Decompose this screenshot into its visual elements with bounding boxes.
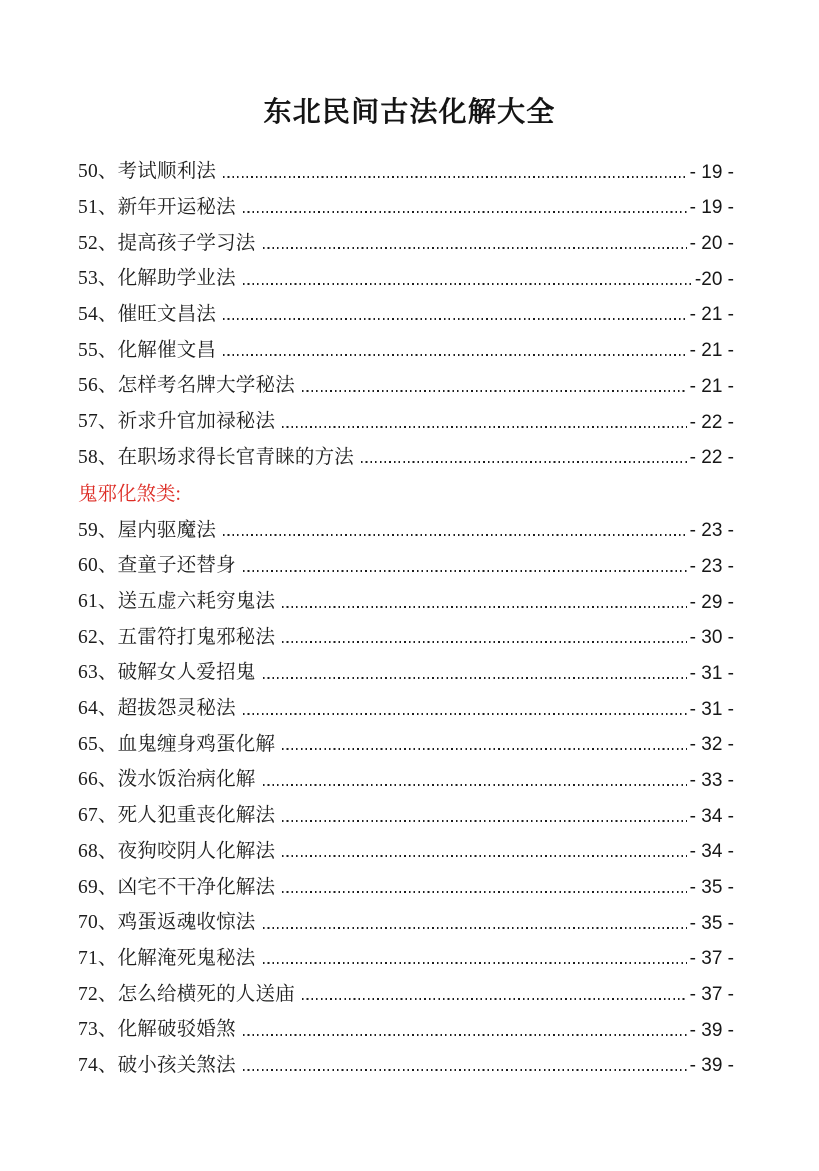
dotted-leader <box>223 534 687 536</box>
dotted-leader <box>282 820 686 822</box>
toc-entry-label: 56、怎样考名牌大学秘法 <box>78 375 295 397</box>
toc-entry-label: 71、化解淹死鬼秘法 <box>78 947 256 969</box>
toc-entry-label: 52、提高孩子学习法 <box>78 232 256 254</box>
toc-entry[interactable] <box>78 933 734 969</box>
dotted-leader <box>282 426 686 428</box>
toc-entry[interactable] <box>78 968 734 1004</box>
toc-entry-page-number: - 29 - <box>689 591 734 613</box>
dotted-leader <box>282 748 686 750</box>
dotted-leader <box>282 891 686 893</box>
dotted-leader <box>361 461 687 463</box>
dotted-leader <box>282 855 686 857</box>
document-title: 东北民间古法化解大全 <box>263 96 556 127</box>
toc-entry-label: 59、屋内驱魔法 <box>78 519 217 541</box>
toc-entry-label: 53、化解助学业法 <box>78 268 236 290</box>
toc-entry[interactable] <box>78 861 734 897</box>
toc-entry[interactable] <box>78 754 734 790</box>
toc-entry-page-number: - 19 - <box>689 161 734 183</box>
toc-entry[interactable] <box>78 540 734 576</box>
toc-entry-page-number: - 19 - <box>689 197 734 219</box>
toc-entry[interactable] <box>78 719 734 755</box>
toc-entry[interactable] <box>78 182 734 218</box>
dotted-leader <box>263 247 687 249</box>
toc-entry[interactable] <box>78 396 734 432</box>
toc-entry-label: 68、夜狗咬阴人化解法 <box>78 840 276 862</box>
toc-entry[interactable] <box>78 683 734 719</box>
dotted-leader <box>223 354 687 356</box>
toc-entry-page-number: - 39 - <box>689 1019 734 1041</box>
toc-entry-page-number: - 35 - <box>689 912 734 934</box>
toc-entry-page-number: - 21 - <box>689 375 734 397</box>
toc-entry-label: 63、破解女人爱招鬼 <box>78 662 256 684</box>
toc-entry-page-number: - 37 - <box>689 984 734 1006</box>
toc-entry-page-number: - 37 - <box>689 948 734 970</box>
dotted-leader <box>243 1069 687 1071</box>
toc-entry-page-number: - 21 - <box>689 340 734 362</box>
toc-entry-label: 60、查童子还替身 <box>78 555 236 577</box>
toc-entry-page-number: - 31 - <box>689 662 734 684</box>
toc-entry-label: 74、破小孩关煞法 <box>78 1054 236 1076</box>
toc-entry[interactable] <box>78 289 734 325</box>
toc-entry[interactable] <box>78 253 734 289</box>
dotted-leader <box>243 211 687 213</box>
toc-entry[interactable] <box>78 576 734 612</box>
toc-entry-page-number: - 34 - <box>689 841 734 863</box>
toc-entry[interactable] <box>78 612 734 648</box>
dotted-leader <box>302 998 687 1000</box>
dotted-leader <box>263 927 687 929</box>
dotted-leader <box>243 570 687 572</box>
toc-entry-label: 58、在职场求得长官青睐的方法 <box>78 446 355 468</box>
toc-entry[interactable] <box>78 897 734 933</box>
toc-entry-page-number: - 39 - <box>689 1055 734 1077</box>
toc-entry[interactable] <box>78 324 734 360</box>
toc-entry[interactable] <box>78 360 734 396</box>
toc-entry[interactable] <box>78 790 734 826</box>
toc-entry-page-number: - 22 - <box>689 447 734 469</box>
toc-entry-label: 73、化解破驳婚煞 <box>78 1019 236 1041</box>
toc-entry-label: 65、血鬼缠身鸡蛋化解 <box>78 733 276 755</box>
dotted-leader <box>243 283 692 285</box>
toc-entry-label: 70、鸡蛋返魂收惊法 <box>78 912 256 934</box>
toc-section-heading <box>78 467 734 504</box>
dotted-leader <box>223 318 687 320</box>
toc-entry[interactable] <box>78 217 734 253</box>
dotted-leader <box>263 677 687 679</box>
toc-entry-page-number: - 35 - <box>689 877 734 899</box>
toc-entry-page-number: - 23 - <box>689 555 734 577</box>
toc-entry-label: 50、考试顺利法 <box>78 161 217 183</box>
toc-entry-page-number: - 22 - <box>689 411 734 433</box>
toc-entry-label: 66、泼水饭治病化解 <box>78 769 256 791</box>
dotted-leader <box>243 1034 687 1036</box>
toc-entry-label: 51、新年开运秘法 <box>78 196 236 218</box>
dotted-leader <box>223 176 687 178</box>
toc-entry[interactable] <box>78 826 734 862</box>
dotted-leader <box>282 641 686 643</box>
toc-entry-label: 54、催旺文昌法 <box>78 303 217 325</box>
toc-entry-label: 62、五雷符打鬼邪秘法 <box>78 626 276 648</box>
toc-entry-page-number: - 31 - <box>689 698 734 720</box>
dotted-leader <box>243 713 687 715</box>
toc-entry-page-number: - 32 - <box>689 734 734 756</box>
dotted-leader <box>282 606 686 608</box>
dotted-leader <box>263 962 687 964</box>
toc-entry-page-number: -20 - <box>694 268 734 290</box>
toc-entry[interactable] <box>78 432 734 468</box>
toc-entry-page-number: - 30 - <box>689 627 734 649</box>
toc-entry[interactable] <box>78 1040 734 1076</box>
dotted-leader <box>302 390 687 392</box>
toc-entry-page-number: - 34 - <box>689 805 734 827</box>
toc-entry-label: 55、化解催文昌 <box>78 339 217 361</box>
dotted-leader <box>263 784 687 786</box>
toc-entry-label: 67、死人犯重丧化解法 <box>78 805 276 827</box>
toc-entry-label: 57、祈求升官加禄秘法 <box>78 411 276 432</box>
toc-entry-page-number: - 33 - <box>689 769 734 791</box>
toc-entry-label: 61、送五虚六耗穷鬼法 <box>78 591 276 613</box>
toc-entry[interactable] <box>78 1004 734 1040</box>
toc-entry-page-number: - 20 - <box>689 233 734 255</box>
toc-entry-page-number: - 21 - <box>689 304 734 326</box>
toc-list <box>78 146 734 1075</box>
toc-entry[interactable] <box>78 146 734 182</box>
toc-section-heading-label: 鬼邪化煞类: <box>78 483 181 505</box>
toc-entry[interactable] <box>78 504 734 540</box>
toc-entry-label: 72、怎么给横死的人送庙 <box>78 983 295 1005</box>
toc-entry-page-number: - 23 - <box>689 520 734 542</box>
toc-entry-label: 64、超拔怨灵秘法 <box>78 698 236 720</box>
toc-entry-label: 69、凶宅不干净化解法 <box>78 876 276 898</box>
toc-entry[interactable] <box>78 647 734 683</box>
